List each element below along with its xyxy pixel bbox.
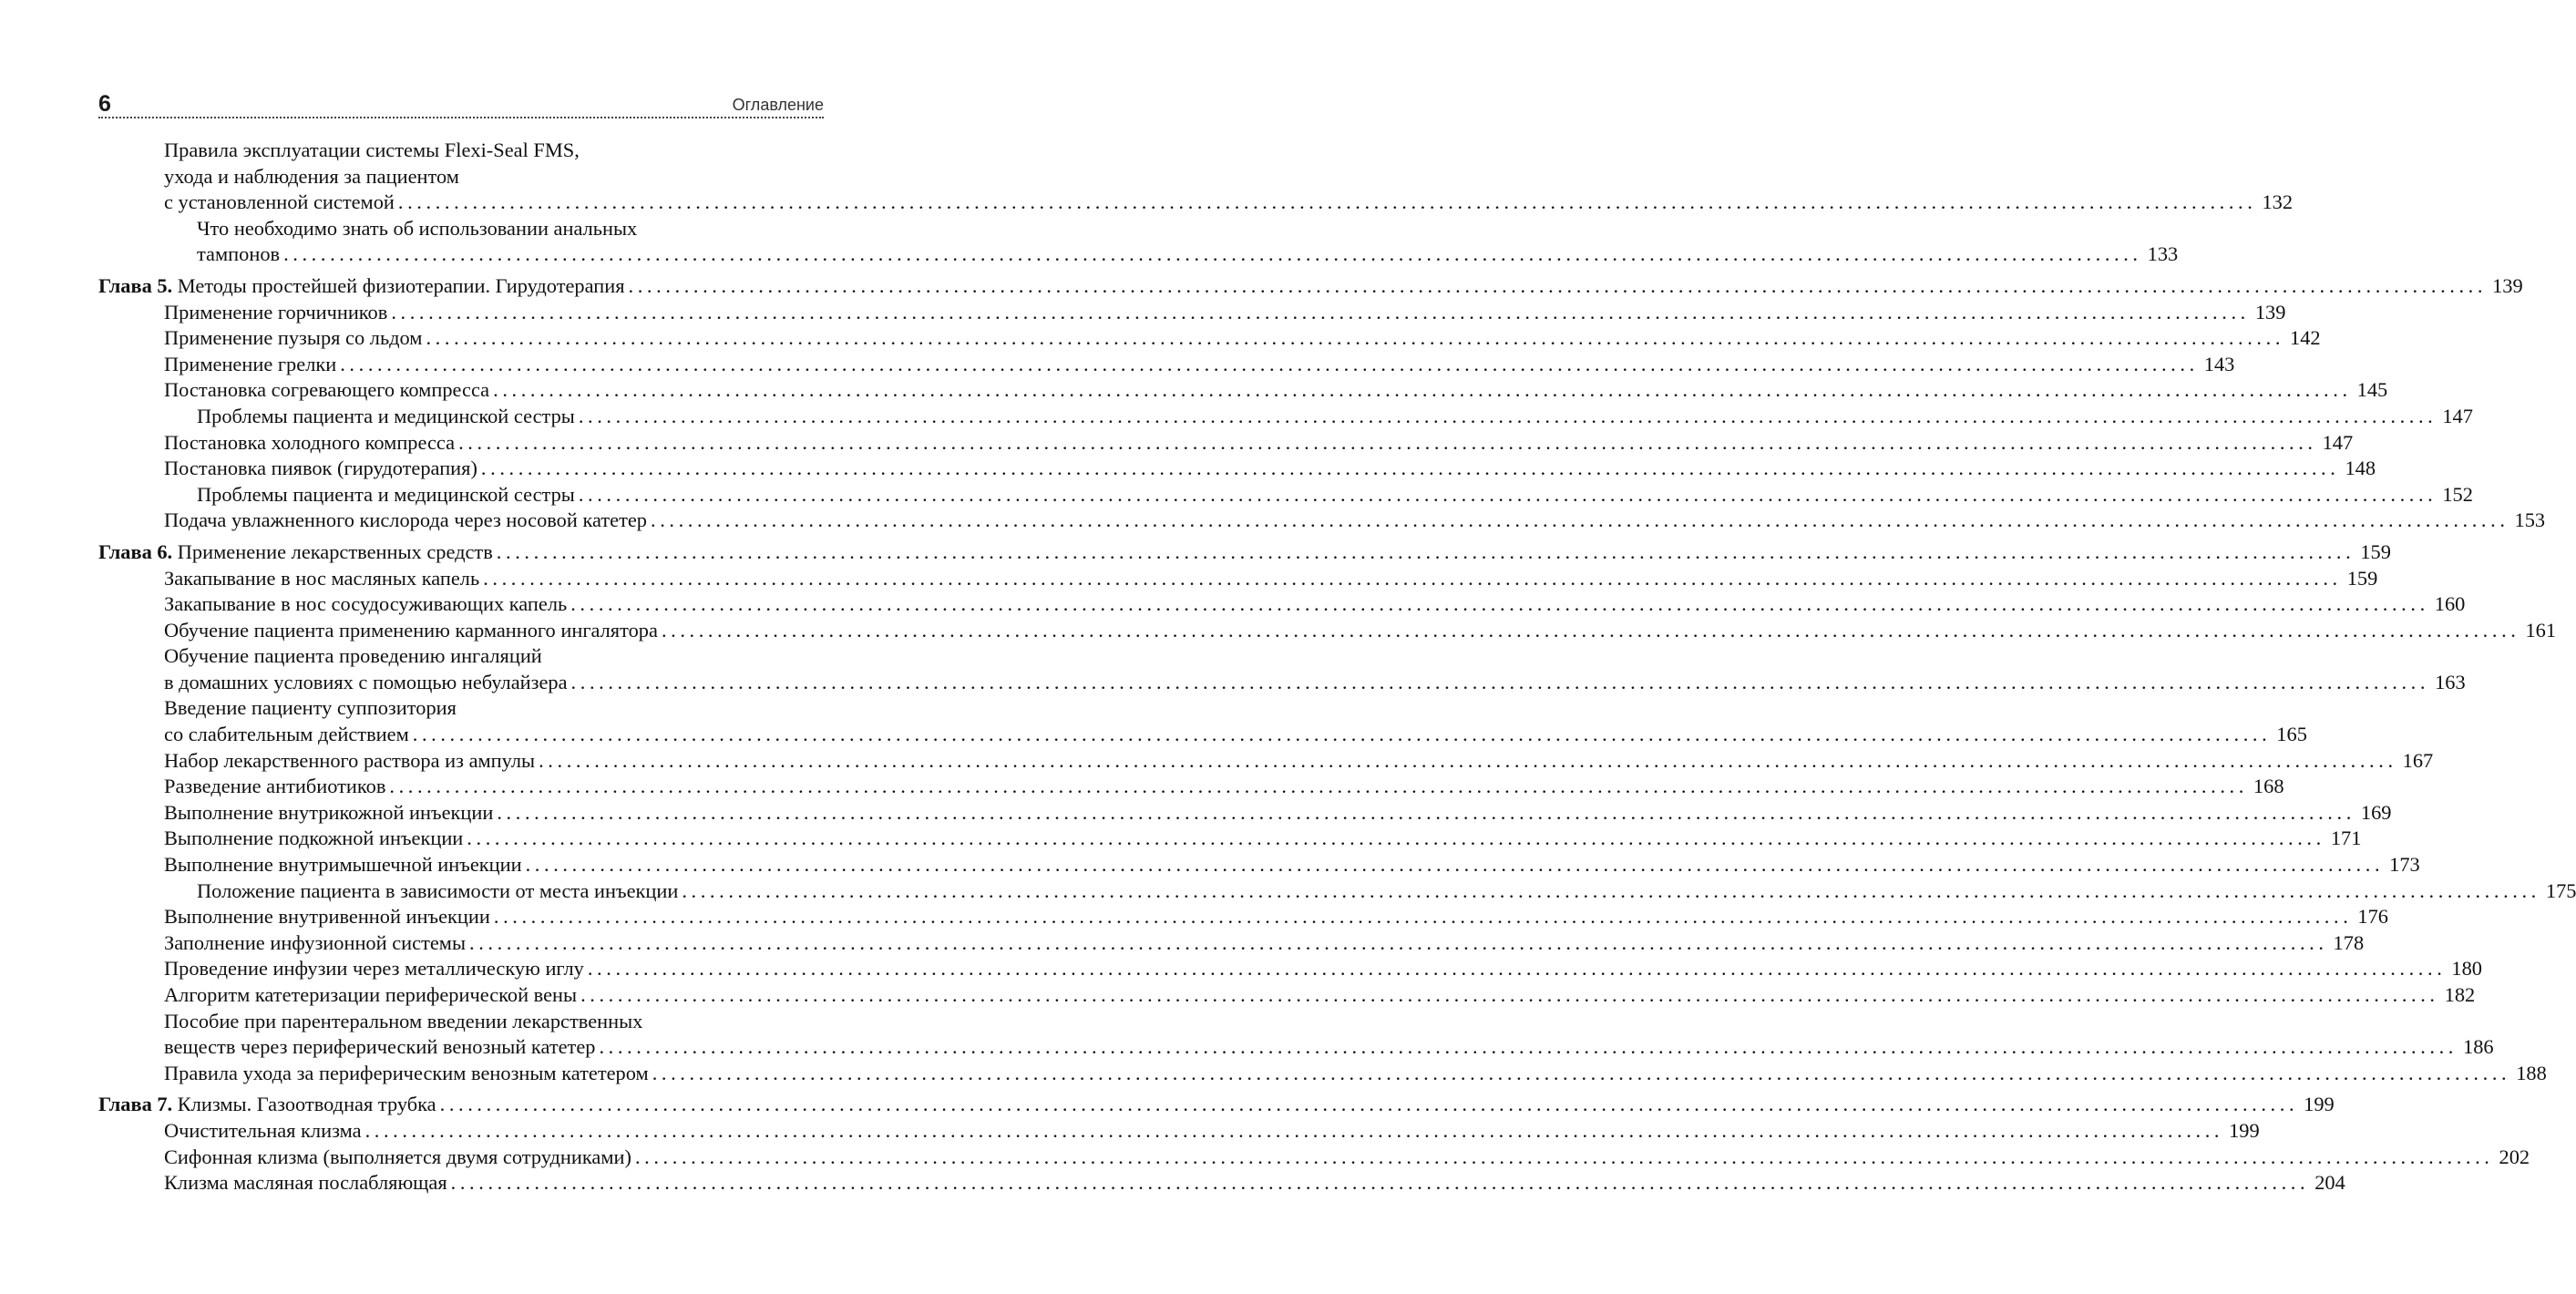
toc-entry	[98, 904, 2388, 930]
toc-page-number: 160	[2434, 592, 2466, 616]
toc-entry-title	[164, 352, 336, 378]
table-of-contents	[98, 138, 2576, 1196]
leader-dots: ........................................................................................................................................................................................................	[283, 242, 2142, 266]
leader-dots: ........................................................................................................................................................................................................	[389, 775, 2248, 798]
leader-dots: ........................................................................................................................................................................................................	[469, 930, 2328, 954]
toc-page-number: 163	[2435, 670, 2466, 693]
toc-entry-text: Постановка согревающего компресса	[164, 378, 490, 402]
toc-entry-title	[164, 695, 457, 722]
toc-line	[98, 618, 2557, 644]
toc-entry-text: Проблемы пациента и медицинской сестры	[197, 482, 575, 506]
toc-page-number: 204	[2314, 1171, 2345, 1195]
toc-line	[98, 216, 824, 242]
toc-entry	[98, 325, 2321, 352]
toc-entry-title	[164, 643, 542, 670]
toc-entry	[98, 482, 2473, 508]
toc-entry-title	[164, 722, 409, 748]
toc-line	[98, 591, 2466, 618]
toc-entry-text: Обучение пациента применению карманного ингалятора	[164, 618, 658, 642]
toc-entry-title	[164, 300, 387, 326]
toc-line	[98, 273, 2523, 300]
toc-entry-text: Алгоритм катетеризации периферической вены	[164, 983, 578, 1006]
leader-dots: ........................................................................................................................................................................................................	[450, 1171, 2310, 1195]
leader-dots: ........................................................................................................................................................................................................	[467, 827, 2325, 850]
toc-entry-text: Очистительная клизма	[164, 1118, 362, 1142]
toc-page-number: 169	[2360, 800, 2392, 824]
toc-line	[98, 930, 2365, 957]
toc-entry-title	[164, 800, 493, 827]
toc-page-number: 199	[2304, 1093, 2335, 1116]
toc-entry-text: Правила ухода за периферическим венозным катетером	[164, 1061, 649, 1084]
toc-entry-title	[164, 982, 577, 1009]
toc-entry-title	[164, 826, 463, 852]
toc-line	[98, 722, 2307, 748]
page-number: 6	[98, 91, 111, 117]
toc-entry-text: со слабительным действием	[164, 723, 409, 746]
toc-line	[98, 748, 2434, 775]
toc-entry-title	[164, 852, 522, 878]
toc-entry-title	[164, 618, 658, 644]
toc-entry	[98, 748, 2434, 775]
toc-line	[98, 774, 2284, 800]
toc-entry	[98, 982, 2476, 1009]
toc-entry-title	[164, 456, 477, 482]
toc-entry-text: Положение пациента в зависимости от места инъекции	[197, 878, 679, 902]
running-title: Оглавление	[732, 96, 824, 114]
leader-dots: ........................................................................................................................................................................................................	[634, 1145, 2494, 1168]
toc-entry-title	[164, 566, 479, 592]
toc-entry-text: Правила эксплуатации системы Flexi-Seal FMS,	[164, 139, 580, 161]
toc-line	[98, 300, 2286, 326]
toc-entry-text: Обучение пациента проведению ингаляций	[164, 644, 542, 668]
toc-entry-text: Выполнение внутривенной инъекции	[164, 905, 490, 929]
toc-line	[98, 956, 2482, 982]
toc-line	[98, 566, 2378, 592]
toc-line	[98, 138, 824, 164]
toc-line	[98, 508, 2546, 534]
chapter-label: Глава 5.	[98, 273, 173, 297]
leader-dots: ........................................................................................................................................................................................................	[570, 592, 2429, 616]
toc-page-number: 139	[2254, 300, 2286, 324]
leader-dots: ........................................................................................................................................................................................................	[426, 326, 2285, 350]
leader-dots: ........................................................................................................................................................................................................	[682, 878, 2540, 902]
toc-line	[98, 164, 824, 190]
toc-entry-text: Подача увлажненного кислорода через носовой катетер	[164, 508, 647, 532]
toc-line	[98, 430, 2354, 457]
toc-entry-text: Применение грелки	[164, 352, 337, 375]
toc-line	[98, 904, 2388, 930]
toc-entry-title	[164, 1145, 631, 1171]
toc-entry-text: Введение пациенту суппозитория	[164, 696, 457, 720]
toc-line	[98, 456, 2376, 482]
leader-dots: ........................................................................................................................................................................................................	[480, 457, 2340, 480]
toc-page-number: 168	[2253, 775, 2284, 798]
toc-page-number: 176	[2357, 905, 2388, 929]
toc-entry-title	[164, 774, 385, 800]
toc-entry	[98, 591, 2466, 618]
toc-line	[98, 539, 2391, 566]
toc-line	[98, 404, 2473, 430]
toc-line	[98, 1118, 2260, 1145]
toc-entry-text: тампонов	[197, 242, 281, 266]
leader-dots: ........................................................................................................................................................................................................	[599, 1035, 2458, 1059]
toc-entry	[98, 826, 2362, 852]
toc-entry-title	[164, 430, 455, 457]
toc-entry	[98, 300, 2286, 326]
toc-entry	[98, 618, 2557, 644]
toc-page-number: 165	[2276, 723, 2307, 746]
toc-entry	[98, 1145, 2530, 1171]
toc-entry-text: Проведение инфузии через металлическую иглу	[164, 957, 584, 981]
leader-dots: ........................................................................................................................................................................................................	[661, 618, 2520, 642]
toc-entry-text: Набор лекарственного раствора из ампулы	[164, 748, 536, 772]
toc-entry-title	[197, 878, 678, 905]
toc-entry-text: Что необходимо знать об использовании анальных	[197, 216, 638, 240]
leader-dots: ........................................................................................................................................................................................................	[587, 957, 2447, 981]
leader-dots: ........................................................................................................................................................................................................	[412, 723, 2272, 746]
toc-entry	[98, 216, 2179, 268]
toc-line	[98, 1061, 2547, 1087]
toc-line	[98, 325, 2321, 352]
toc-page-number: 133	[2147, 242, 2179, 266]
toc-line	[98, 377, 2388, 404]
toc-page-number: 173	[2389, 853, 2420, 877]
toc-page-number: 202	[2499, 1145, 2530, 1168]
header-dotted-rule	[98, 117, 824, 118]
toc-entry	[98, 930, 2365, 957]
leader-dots: ........................................................................................................................................................................................................	[397, 190, 2257, 214]
toc-entry	[98, 1061, 2547, 1087]
toc-entry-text: Закапывание в нос сосудосуживающих капель	[164, 592, 568, 616]
toc-entry-text: Закапывание в нос масляных капель	[164, 566, 480, 590]
toc-page-number: 148	[2345, 457, 2376, 480]
toc-entry-text: ухода и наблюдения за пациентом	[164, 164, 459, 188]
toc-line	[98, 1009, 824, 1035]
toc-entry	[98, 566, 2378, 592]
toc-entry-text: Выполнение подкожной инъекции	[164, 827, 464, 850]
toc-line	[98, 695, 824, 722]
toc-entry-text: Постановка пиявок (гирудотерапия)	[164, 457, 477, 480]
leader-dots: ........................................................................................................................................................................................................	[364, 1118, 2224, 1142]
toc-entry-title	[164, 904, 490, 930]
toc-entry	[98, 377, 2388, 404]
toc-entry-text: Проблемы пациента и медицинской сестры	[197, 404, 575, 427]
toc-entry-title	[164, 930, 466, 957]
toc-entry	[98, 1170, 2345, 1196]
toc-line	[98, 482, 2473, 508]
toc-entry	[98, 774, 2284, 800]
toc-line	[98, 982, 2476, 1009]
toc-entry-title	[197, 241, 280, 268]
toc-entry-title	[98, 539, 493, 566]
toc-entry	[98, 430, 2354, 457]
toc-line	[98, 852, 2420, 878]
leader-dots: ........................................................................................................................................................................................................	[628, 273, 2488, 297]
toc-line	[98, 826, 2362, 852]
toc-line	[98, 1170, 2345, 1196]
toc-entry	[98, 695, 2307, 747]
toc-entry-text: Пособие при парентеральном введении лекарственных	[164, 1009, 643, 1032]
toc-entry-title	[98, 1092, 436, 1118]
leader-dots: ........................................................................................................................................................................................................	[493, 905, 2353, 929]
toc-entry-title	[164, 138, 580, 164]
toc-entry-title	[164, 670, 568, 696]
toc-entry	[98, 800, 2392, 827]
toc-entry-text: Методы простейшей физиотерапии. Гирудотерапия	[177, 273, 625, 297]
toc-entry-text: Сифонная клизма (выполняется двумя сотрудниками)	[164, 1145, 631, 1168]
toc-entry-text: Заполнение инфузионной системы	[164, 930, 467, 954]
toc-entry-text: в домашних условиях с помощью небулайзера	[164, 670, 568, 693]
toc-line	[98, 670, 2466, 696]
toc-entry-title	[197, 482, 575, 508]
leader-dots: ........................................................................................................................................................................................................	[539, 748, 2397, 772]
toc-page-number: 199	[2229, 1118, 2260, 1142]
toc-entry	[98, 643, 2466, 695]
toc-line	[98, 1145, 2530, 1171]
leader-dots: ........................................................................................................................................................................................................	[651, 508, 2509, 532]
toc-entry	[98, 404, 2473, 430]
toc-page-number: 178	[2333, 930, 2365, 954]
toc-page-number: 180	[2451, 957, 2482, 981]
toc-entry-title	[164, 164, 459, 190]
toc-chapter-entry	[98, 1092, 2335, 1118]
toc-line	[98, 352, 2235, 378]
toc-entry-text: Применение лекарственных средств	[177, 539, 493, 563]
toc-entry	[98, 138, 2294, 216]
toc-entry-title	[164, 1009, 642, 1035]
toc-page-number: 161	[2525, 618, 2557, 642]
toc-entry-title	[164, 508, 647, 534]
toc-entry	[98, 1118, 2260, 1145]
toc-page-number: 167	[2402, 748, 2434, 772]
toc-entry-title	[164, 1170, 447, 1196]
chapter-label: Глава 6.	[98, 539, 173, 563]
toc-entry-title	[164, 748, 535, 775]
toc-line	[98, 800, 2392, 827]
leader-dots: ........................................................................................................................................................................................................	[497, 800, 2355, 824]
leader-dots: ........................................................................................................................................................................................................	[391, 300, 2250, 324]
toc-page-number: 132	[2262, 190, 2294, 214]
toc-entry-title	[164, 956, 584, 982]
toc-entry	[98, 352, 2235, 378]
toc-page-number: 159	[2346, 566, 2378, 590]
leader-dots: ........................................................................................................................................................................................................	[578, 482, 2437, 506]
toc-page-number: 143	[2203, 352, 2235, 375]
leader-dots: ........................................................................................................................................................................................................	[340, 352, 2199, 375]
toc-line	[98, 878, 2576, 905]
leader-dots: ........................................................................................................................................................................................................	[525, 853, 2385, 877]
toc-page-number: 139	[2492, 273, 2523, 297]
toc-entry-text: веществ через периферический венозный катетер	[164, 1035, 596, 1059]
toc-page-number: 142	[2290, 326, 2321, 350]
toc-page-number: 171	[2330, 827, 2362, 850]
toc-entry-title	[164, 190, 395, 216]
toc-entry-text: Клизмы. Газоотводная трубка	[177, 1093, 436, 1116]
leader-dots: ........................................................................................................................................................................................................	[493, 378, 2352, 402]
toc-entry-text: с установленной системой	[164, 190, 395, 214]
leader-dots: ........................................................................................................................................................................................................	[652, 1061, 2511, 1084]
toc-page-number: 147	[2442, 404, 2473, 427]
toc-entry	[98, 1009, 2494, 1061]
toc-page-number: 186	[2463, 1035, 2494, 1059]
toc-page-number: 175	[2545, 878, 2576, 902]
toc-page-number: 153	[2514, 508, 2546, 532]
toc-entry	[98, 852, 2420, 878]
toc-entry-text: Выполнение внутримышечной инъекции	[164, 853, 522, 877]
leader-dots: ........................................................................................................................................................................................................	[483, 566, 2342, 590]
toc-page-number: 159	[2360, 539, 2391, 563]
toc-page-number: 188	[2516, 1061, 2547, 1084]
toc-entry-text: Клизма масляная послабляющая	[164, 1171, 447, 1195]
toc-entry-title	[164, 377, 489, 404]
toc-entry-title	[164, 1061, 649, 1087]
toc-line	[98, 1092, 2335, 1118]
toc-entry-title	[197, 216, 637, 242]
toc-chapter-entry	[98, 539, 2391, 566]
leader-dots: ........................................................................................................................................................................................................	[570, 670, 2430, 693]
toc-entry-title	[98, 273, 625, 300]
toc-entry-text: Постановка холодного компресса	[164, 430, 456, 454]
toc-entry-title	[164, 1118, 362, 1145]
toc-page-number: 145	[2356, 378, 2388, 402]
leader-dots: ........................................................................................................................................................................................................	[578, 404, 2437, 427]
toc-entry	[98, 508, 2546, 534]
toc-entry	[98, 878, 2576, 905]
leader-dots: ........................................................................................................................................................................................................	[439, 1093, 2299, 1116]
toc-entry	[98, 456, 2376, 482]
toc-entry-title	[164, 325, 422, 352]
toc-entry-title	[197, 404, 575, 430]
toc-entry-text: Применение горчичников	[164, 300, 388, 324]
toc-page-number: 147	[2322, 430, 2354, 454]
toc-entry-text: Применение пузыря со льдом	[164, 326, 423, 350]
toc-line	[98, 643, 824, 670]
toc-line	[98, 241, 2179, 268]
toc-entry	[98, 956, 2482, 982]
leader-dots: ........................................................................................................................................................................................................	[580, 983, 2439, 1006]
toc-page-number: 182	[2444, 983, 2476, 1006]
toc-entry-title	[164, 1034, 595, 1061]
leader-dots: ........................................................................................................................................................................................................	[458, 430, 2317, 454]
toc-entry-text: Разведение антибиотиков	[164, 775, 386, 798]
toc-page-number: 152	[2442, 482, 2473, 506]
toc-entry-text: Выполнение внутрикожной инъекции	[164, 800, 494, 824]
toc-line	[98, 1034, 2494, 1061]
toc-line	[98, 190, 2294, 216]
leader-dots: ........................................................................................................................................................................................................	[496, 539, 2355, 563]
chapter-label: Глава 7.	[98, 1093, 173, 1116]
toc-chapter-entry	[98, 273, 2523, 300]
toc-entry-title	[164, 591, 567, 618]
